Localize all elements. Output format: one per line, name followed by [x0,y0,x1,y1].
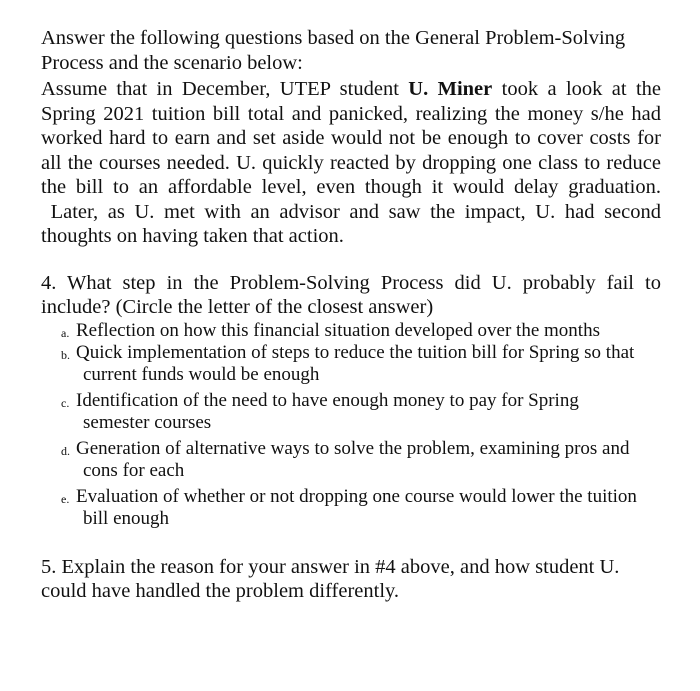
scenario-line: worked hard to earn and set aside would not be enough to cover costs for [41,127,661,149]
question-4-line: 4. What step in the Problem-Solving Process did U. probably fail to [41,271,661,294]
student-name: U. Miner [408,78,493,100]
question-4-line: include? (Circle the letter of the closest answer) [41,296,434,318]
option-text: Reflection on how this financial situation developed over the months [76,319,600,341]
option-text: current funds would be enough [83,363,320,385]
scenario-line: Spring 2021 tuition bill total and panicked, realizing the money s/he had [41,102,661,125]
scenario-paragraph [41,77,661,249]
option-text: Identification of the need to have enough money to pay for Spring [76,389,579,411]
option-a[interactable] [61,320,661,342]
option-text: Evaluation of whether or not dropping one course would lower the tuition [76,485,637,507]
scenario-text: took a look at the [501,78,662,100]
scenario-line [41,77,661,102]
option-text: Quick implementation of steps to reduce the tuition bill for Spring so that [76,341,635,363]
answer-options [61,320,661,530]
option-e[interactable] [61,486,661,530]
option-letter: a. [61,325,70,340]
option-letter: c. [61,395,70,410]
option-text: Generation of alternative ways to solve the problem, examining pros and [76,437,630,459]
instructions-line: Process and the scenario below: [41,51,303,74]
scenario-text: Assume that in December, UTEP student [41,78,399,100]
scenario-line: all the courses needed. U. quickly reacted by dropping one class to reduce [41,151,661,174]
question-5-line: 5. Explain the reason for your answer in #4 above, and how student U. [41,555,620,578]
question-5-line: could have handled the problem differently. [41,580,400,602]
option-b[interactable] [61,342,661,386]
option-c[interactable] [61,390,661,434]
option-letter: e. [61,491,70,506]
question-4 [41,271,661,530]
option-text: cons for each [83,459,185,481]
instructions [41,26,661,75]
option-d[interactable] [61,438,661,482]
worksheet-page [41,26,661,604]
scenario-line: the bill to an affordable level, even though it would delay graduation. [41,176,661,198]
option-text: bill enough [83,507,170,529]
question-5 [41,555,661,604]
instructions-line: Answer the following questions based on the General Problem-Solving [41,27,626,49]
option-letter: d. [61,443,70,458]
option-letter: b. [61,347,70,362]
option-text: semester courses [83,411,212,433]
scenario-line: thoughts on having taken that action. [41,225,344,247]
scenario-line: Later, as U. met with an advisor and saw the impact, U. had second [41,200,661,223]
